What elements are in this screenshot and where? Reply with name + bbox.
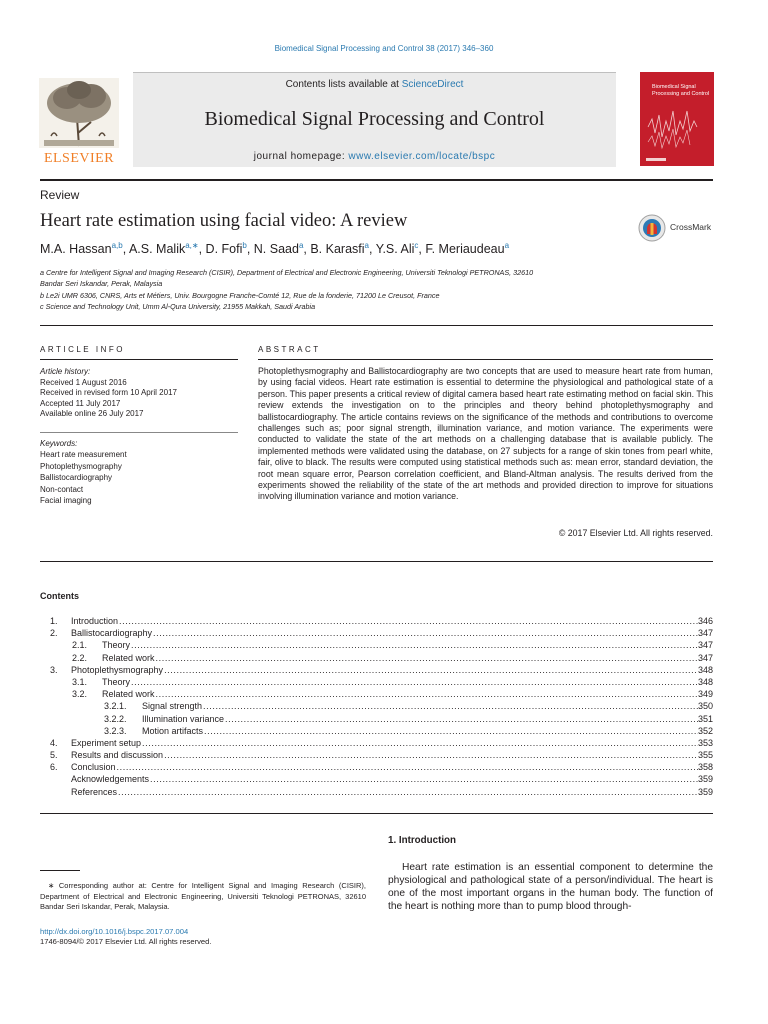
toc-entry-page: 348 xyxy=(697,676,713,687)
toc-entry-page: 349 xyxy=(697,689,713,700)
toc-entry[interactable] xyxy=(40,664,713,676)
toc-leader-dots xyxy=(156,652,698,664)
crossmark-icon xyxy=(638,214,666,242)
author-affiliation-mark[interactable]: b xyxy=(242,241,247,250)
toc-entry-page: 348 xyxy=(697,664,713,675)
abstract-text: Photoplethysmography and Ballistocardiography are two concepts that are used to measure heart rate from human, by using facial videos. Heart rate estimation is essential to determine the physiological and pathological state of a person. This paper presents a critical review of digital camera based heart rate estimating method on facial skin. This review extends the investigation on to the principles and theory behind photoplethysmography and ballistocardiography. The article contains reviews on the significance of the methods and contributions to overcome challenges such as; poor signal strength, illumination variance, and motion variance. The experiments were conducted to validate the state of the art methods on a challenging database that is available publicly. The implemented methods were validated using the database, on 27 subjects for a range of skin tones from pearl white, fair, olive to black. The results were computed using statistical methods such as: mean error, standard deviation, the root mean square error, Pearson correlation coefficient, and Bland-Altman analysis. The results derived from the experiments showed the reliability of the state of the art methods and provided direction to improve for situations involving illumination variance and motion variance. xyxy=(258,366,713,502)
author-affiliation-mark[interactable]: a xyxy=(504,241,510,250)
toc-entry-label: Introduction xyxy=(71,616,119,626)
author[interactable]: D. Fofi xyxy=(205,242,243,257)
contents-heading: Contents xyxy=(40,591,79,601)
corresponding-author-footnote: ∗ Corresponding author at: Centre for Intelligent Signal and Imaging Research (CISIR), Department of Electrical and Electronic Engineering, Universiti Teknologi PETRONAS, 32610 Bandar Seri Iskandar, Perak, Malaysia. xyxy=(40,881,366,911)
contents-end-rule xyxy=(40,813,713,814)
keyword: Non-contact xyxy=(40,484,84,494)
toc-entry[interactable] xyxy=(40,725,713,737)
author-affiliation-mark[interactable]: c xyxy=(414,241,419,250)
toc-leader-dots xyxy=(203,700,698,712)
toc-leader-dots xyxy=(225,713,698,725)
toc-leader-dots xyxy=(131,676,698,688)
keyword: Ballistocardiography xyxy=(40,473,113,483)
toc-entry[interactable] xyxy=(40,627,713,639)
toc-entry-number: 5. xyxy=(50,750,58,761)
toc-leader-dots xyxy=(119,615,698,627)
author-list: M.A. Hassan$^{a,b}$, A.S. Malik$^{a,∗}$, D. Fofi$^b$, N. Saad$^a$, B. Karasfi$^a$, Y.S. Ali$^c$, F. Meriaudeau$^a$ xyxy=(40,241,510,257)
author[interactable]: F. Meriaudeau xyxy=(425,242,505,257)
toc-entry[interactable] xyxy=(40,737,713,749)
affiliation-a-line1: a Centre for Intelligent Signal and Imaging Research (CISIR), Department of Electrical and Electronic Engineering, Universiti Teknologi PETRONAS, 32610 xyxy=(40,268,534,277)
toc-entry-label: Theory xyxy=(102,640,131,651)
toc-entry-label: Experiment setup xyxy=(71,737,142,748)
toc-entry-number: 3.2. xyxy=(72,689,88,700)
affiliation-b: b Le2i UMR 6306, CNRS, Arts et Métiers, Univ. Bourgogne Franche-Comté 12, Rue de la fonderie, 71200 Le Creusot, France xyxy=(40,291,440,300)
toc-entry-label: References xyxy=(71,786,118,797)
homepage-prefix: journal homepage: xyxy=(253,151,349,162)
history-online: Available online 26 July 2017 xyxy=(40,409,144,419)
toc-entry-label: Photoplethysmography xyxy=(71,664,164,675)
toc-entry-number: 2. xyxy=(50,628,58,639)
toc-entry-number: 4. xyxy=(50,737,58,748)
toc-entry-label: Signal strength xyxy=(142,701,203,712)
article-info-heading: ARTICLE INFO xyxy=(40,345,125,354)
header-rule xyxy=(40,179,713,181)
abstract-heading: ABSTRACT xyxy=(258,345,321,354)
toc-leader-dots xyxy=(142,737,698,749)
toc-entry-page: 359 xyxy=(697,774,713,785)
toc-leader-dots xyxy=(164,749,698,761)
history-rule xyxy=(40,432,238,433)
abstract-rule xyxy=(258,359,713,360)
toc-entry[interactable] xyxy=(40,615,713,627)
journal-title: Biomedical Signal Processing and Control xyxy=(204,108,545,130)
elsevier-wordmark: ELSEVIER xyxy=(43,151,115,166)
introduction-text: Heart rate estimation is an essential component to determine the physiological and pathological state of a person/individual. The heart is one of the most important organs in the human body. The function of the heart is nothing more than to pump blood through- xyxy=(388,862,713,912)
toc-leader-dots xyxy=(117,761,698,773)
history-label: Article history: xyxy=(40,367,91,376)
toc-entry-label: Theory xyxy=(102,676,131,687)
author-affiliation-mark[interactable]: a xyxy=(298,241,304,250)
journal-reference-link[interactable]: Biomedical Signal Processing and Control 38 (2017) 346–360 xyxy=(274,44,494,53)
toc-entry-label: Acknowledgements xyxy=(71,774,150,785)
toc-entry-number: 1. xyxy=(50,616,58,626)
toc-entry-number: 3.2.1. xyxy=(104,701,127,712)
toc-entry-label: Ballistocardiography xyxy=(71,628,153,639)
article-type: Review xyxy=(40,188,80,202)
toc-entry-page: 351 xyxy=(697,713,713,724)
toc-entry-label: Illumination variance xyxy=(142,713,225,724)
author[interactable]: N. Saad xyxy=(253,242,299,257)
toc-entry-number: 2.1. xyxy=(72,640,88,651)
crossmark-label: CrossMark xyxy=(670,222,712,232)
toc-entry-page: 355 xyxy=(697,750,713,761)
toc-entry[interactable] xyxy=(40,713,713,725)
toc-entry-number: 6. xyxy=(50,762,58,773)
toc-entry-page: 350 xyxy=(697,701,713,712)
author[interactable]: B. Karasfi xyxy=(310,242,365,257)
toc-leader-dots xyxy=(131,639,698,651)
author[interactable]: Y.S. Ali xyxy=(375,242,415,257)
history-revised: Received in revised form 10 April 2017 xyxy=(40,388,177,398)
keywords-block xyxy=(40,438,238,506)
toc-leader-dots xyxy=(150,773,698,785)
toc-leader-dots xyxy=(156,688,698,700)
homepage-link[interactable]: www.elsevier.com/locate/bspc xyxy=(348,151,496,162)
toc-entry[interactable] xyxy=(40,688,713,700)
abstract-copyright: © 2017 Elsevier Ltd. All rights reserved. xyxy=(558,528,713,538)
toc-entry-label: Motion artifacts xyxy=(142,725,204,736)
affiliations-rule xyxy=(40,325,713,326)
toc-entry[interactable] xyxy=(40,639,713,651)
keywords-label: Keywords: xyxy=(40,439,78,448)
author[interactable]: A.S. Malik xyxy=(128,242,186,257)
toc-entry-page: 347 xyxy=(697,640,713,651)
toc-entry[interactable] xyxy=(40,700,713,712)
contents-available-line xyxy=(133,79,616,90)
toc-entry-number: 3. xyxy=(50,664,58,675)
contents-prefix: Contents lists available at xyxy=(285,79,402,90)
author[interactable]: M.A. Hassan xyxy=(40,242,112,257)
toc-entry-label: Conclusion xyxy=(71,762,116,773)
cover-title: Biomedical Signal Processing and Control xyxy=(652,84,710,97)
toc-entry-page: 358 xyxy=(697,762,713,773)
toc-leader-dots xyxy=(153,627,698,639)
introduction-heading: 1. Introduction xyxy=(388,835,457,846)
footnote-rule xyxy=(40,870,80,871)
toc-entry-number: 3.1. xyxy=(72,676,88,687)
history-received: Received 1 August 2016 xyxy=(40,377,127,387)
toc-entry[interactable] xyxy=(40,676,713,688)
table-of-contents xyxy=(40,615,713,798)
keyword: Heart rate measurement xyxy=(40,450,127,460)
doi-link[interactable]: http://dx.doi.org/10.1016/j.bspc.2017.07.004 xyxy=(40,927,189,936)
toc-entry[interactable] xyxy=(40,786,713,798)
article-info-rule xyxy=(40,359,238,360)
toc-entry-page: 346 xyxy=(697,616,713,626)
toc-entry-page: 359 xyxy=(697,786,713,797)
toc-entry[interactable] xyxy=(40,773,713,785)
keyword: Facial imaging xyxy=(40,496,92,506)
toc-entry-label: Related work xyxy=(102,652,155,663)
toc-entry[interactable] xyxy=(40,761,713,773)
article-history xyxy=(40,367,238,420)
toc-entry[interactable] xyxy=(40,749,713,761)
toc-leader-dots xyxy=(118,786,698,798)
abstract-end-rule xyxy=(40,561,713,562)
article-title: Heart rate estimation using facial video: A review xyxy=(40,211,408,231)
crossmark-badge[interactable] xyxy=(638,213,718,243)
issn-copyright: 1746-8094/© 2017 Elsevier Ltd. All rights reserved. xyxy=(40,937,212,946)
toc-entry-label: Results and discussion xyxy=(71,750,164,761)
author-affiliation-mark[interactable]: a,∗ xyxy=(185,241,199,250)
toc-entry[interactable] xyxy=(40,652,713,664)
toc-entry-number: 2.2. xyxy=(72,652,88,663)
keyword: Photoplethysmography xyxy=(40,461,122,471)
journal-homepage-line xyxy=(133,151,616,162)
affiliation-a-line2: Bandar Seri Iskandar, Perak, Malaysia xyxy=(40,279,163,288)
toc-entry-page: 353 xyxy=(697,737,713,748)
toc-entry-page: 347 xyxy=(697,652,713,663)
author-affiliation-mark[interactable]: a xyxy=(364,241,369,250)
toc-entry-page: 352 xyxy=(697,725,713,736)
toc-leader-dots xyxy=(204,725,698,737)
history-accepted: Accepted 11 July 2017 xyxy=(40,398,121,408)
toc-entry-number: 3.2.2. xyxy=(104,713,127,724)
affiliation-c: c Science and Technology Unit, Umm Al-Qura University, 21955 Makkah, Saudi Arabia xyxy=(40,302,316,311)
author-affiliation-mark[interactable]: a,b xyxy=(111,241,123,250)
toc-leader-dots xyxy=(164,664,698,676)
toc-entry-page: 347 xyxy=(697,628,713,639)
toc-entry-number: 3.2.3. xyxy=(104,725,127,736)
toc-entry-label: Related work xyxy=(102,689,155,700)
sciencedirect-link[interactable]: ScienceDirect xyxy=(401,79,464,90)
